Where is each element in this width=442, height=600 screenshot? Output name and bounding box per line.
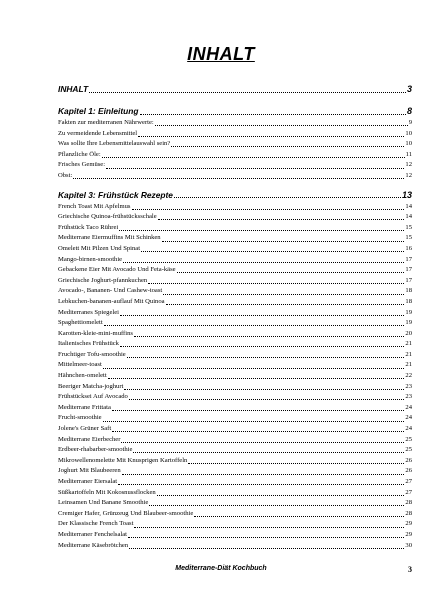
toc-entry[interactable] [58, 129, 412, 140]
dot-leader [132, 209, 405, 210]
toc-entry-label: Zu vermeidende Lebensmittel [58, 129, 138, 137]
dot-leader [73, 178, 404, 179]
dot-leader [166, 304, 405, 305]
toc-entry-label: Frucht-smoothie [58, 414, 102, 422]
toc-entry-page: 24 [405, 425, 412, 433]
dot-leader [120, 346, 404, 347]
table-of-contents [58, 82, 412, 551]
dot-leader [89, 92, 406, 93]
toc-entry[interactable] [58, 403, 412, 414]
toc-entry[interactable] [58, 318, 412, 329]
toc-entry-label: Mittelmeer-toast [58, 361, 102, 369]
toc-entry-page: 10 [405, 129, 412, 137]
dot-leader [194, 516, 404, 517]
toc-entry-label: Avocado-, Bananen- Und Cashew-toast [58, 287, 163, 295]
toc-entry-page: 21 [405, 340, 412, 348]
toc-entry[interactable] [58, 466, 412, 477]
toc-entry-label: Fakten zur mediterranen Nährwerte: [58, 119, 154, 126]
toc-entry-page: 29 [405, 530, 412, 538]
toc-entry-page: 12 [405, 161, 412, 169]
toc-entry-page: 27 [405, 488, 412, 496]
toc-entry-label: Beeriger Matcha-joghurt [58, 382, 124, 390]
toc-entry[interactable] [58, 456, 412, 467]
toc-entry-page: 25 [405, 435, 412, 443]
chapter-1-page: 8 [406, 106, 412, 116]
toc-entry[interactable] [58, 382, 412, 393]
toc-entry[interactable] [58, 445, 412, 456]
dot-leader [162, 241, 405, 242]
toc-entry-label: Mediterrane Eiermuffins Mit Schinken [58, 234, 161, 242]
dot-leader [104, 325, 405, 326]
toc-entry-label: Joghurt Mit Blaubeeren [58, 467, 121, 475]
toc-entry[interactable] [58, 150, 412, 161]
toc-entry[interactable] [58, 360, 412, 371]
chapter-3-entries [58, 202, 412, 552]
toc-entry-page: 17 [405, 255, 412, 263]
toc-entry-label: Süßkartoffeln Mit Kokosnussflocken [58, 488, 156, 496]
toc-entry-page: 10 [405, 140, 412, 148]
toc-entry-label: Griechische Joghurt-pfannkuchen [58, 276, 148, 284]
toc-entry[interactable] [58, 223, 412, 234]
dot-leader [163, 294, 404, 295]
dot-leader [124, 389, 404, 390]
toc-entry[interactable] [58, 509, 412, 520]
toc-entry[interactable] [58, 435, 412, 446]
toc-entry-page: 9 [408, 119, 412, 126]
dot-leader [138, 136, 404, 137]
toc-entry-page: 18 [405, 297, 412, 305]
dot-leader [102, 157, 405, 158]
toc-entry-label: French Toast Mit Apfelmus [58, 202, 131, 210]
toc-entry[interactable] [58, 202, 412, 213]
toc-entry[interactable] [58, 350, 412, 361]
toc-entry[interactable] [58, 212, 412, 223]
toc-entry-label: Frühstücksei Auf Avocado [58, 393, 128, 401]
dot-leader [122, 474, 405, 475]
toc-entry-page: 26 [405, 456, 412, 464]
toc-entry[interactable] [58, 541, 412, 552]
toc-entry-page: 20 [405, 329, 412, 337]
toc-entry[interactable] [58, 139, 412, 150]
toc-entry[interactable] [58, 233, 412, 244]
toc-entry-label: Griechische Quinoa-frühstücksschale [58, 213, 157, 221]
toc-entry-label: Mediterrane Frittata [58, 403, 111, 411]
toc-entry-page: 12 [405, 171, 412, 179]
toc-entry-label: Karotten-kleie-mini-muffins [58, 329, 133, 337]
toc-head-entry[interactable] [58, 82, 412, 97]
toc-entry-page: 24 [405, 414, 412, 422]
footer-book-title: Mediterrane-Diät Kochbuch [175, 565, 267, 572]
dot-leader [129, 548, 404, 549]
dot-leader [123, 262, 404, 263]
toc-entry[interactable] [58, 339, 412, 350]
chapter-1-label: Kapitel 1: Einleitung [58, 106, 139, 116]
toc-entry-page: 27 [405, 478, 412, 485]
toc-entry[interactable] [58, 498, 412, 509]
toc-entry-label: Mediterraner Fenchelsalat [58, 530, 128, 538]
toc-head-page: 3 [406, 84, 412, 94]
toc-entry[interactable] [58, 265, 412, 276]
dot-leader [106, 168, 404, 169]
dot-leader [133, 452, 404, 453]
toc-entry-label: Mango-birnen-smoothie [58, 255, 123, 263]
toc-entry-label: Mediterrane Eierbecher [58, 435, 121, 443]
toc-entry-label: Obst: [58, 171, 73, 179]
toc-entry[interactable] [58, 276, 412, 287]
toc-chapter-3-heading[interactable] [58, 188, 412, 202]
dot-leader [188, 463, 404, 464]
toc-entry[interactable] [58, 519, 412, 530]
toc-entry-label: Italienisches Frühstück [58, 340, 119, 348]
dot-leader [177, 272, 405, 273]
toc-entry-label: Der Klassische French Toast [58, 520, 134, 528]
toc-entry[interactable] [58, 286, 412, 297]
toc-entry-label: Frühstück Taco Rührei [58, 223, 119, 231]
toc-entry-label: Spaghettiomelett [58, 319, 103, 327]
toc-entry-page: 25 [405, 446, 412, 454]
page-footer [0, 565, 442, 577]
toc-entry-label: Mediterrane Käsebrötchen [58, 541, 129, 549]
dot-leader [119, 230, 404, 231]
toc-entry[interactable] [58, 160, 412, 171]
toc-entry-label: Mikrowellenomelette Mit Knusprigen Kartoffeln [58, 456, 188, 464]
toc-entry[interactable] [58, 424, 412, 435]
toc-entry[interactable] [58, 244, 412, 255]
dot-leader [158, 219, 405, 220]
dot-leader [103, 368, 405, 369]
dot-leader [171, 146, 404, 147]
dot-leader [108, 378, 405, 379]
dot-leader [121, 442, 404, 443]
toc-entry-page: 28 [405, 499, 412, 507]
toc-entry[interactable] [58, 488, 412, 499]
toc-entry[interactable] [58, 297, 412, 308]
chapter-3-page: 13 [401, 189, 412, 200]
dot-leader [148, 283, 404, 284]
toc-entry-label: Pflanzliche Öle: [58, 150, 101, 158]
toc-entry-label: Frisches Gemüse: [58, 161, 106, 169]
toc-entry-page: 15 [405, 223, 412, 231]
toc-entry[interactable] [58, 477, 412, 488]
toc-entry-label: Cremiger Hafer, Grünzeug Und Blaubeer-smoothie [58, 509, 194, 517]
dot-leader [128, 537, 404, 538]
toc-entry[interactable] [58, 392, 412, 403]
page-title: INHALT [187, 44, 255, 64]
toc-entry-page: 22 [405, 372, 412, 380]
toc-entry-page: 29 [405, 520, 412, 528]
chapter-1-entries [58, 118, 412, 182]
toc-chapter-1-heading[interactable] [58, 104, 412, 118]
toc-entry-label: Hähnchen-omelett [58, 372, 107, 380]
dot-leader [134, 336, 404, 337]
toc-entry-page: 14 [405, 202, 412, 210]
dot-leader [118, 484, 404, 485]
toc-entry[interactable] [58, 255, 412, 266]
toc-entry-page: 24 [405, 403, 412, 411]
toc-entry-label: Jolene's Grüner Saft [58, 425, 112, 433]
toc-entry[interactable] [58, 530, 412, 541]
toc-entry-page: 17 [405, 276, 412, 284]
toc-entry-page: 18 [405, 287, 412, 295]
toc-entry-page: 30 [405, 541, 412, 549]
toc-entry-page: 23 [405, 393, 412, 401]
toc-entry-page: 28 [405, 509, 412, 517]
toc-entry[interactable] [58, 329, 412, 340]
dot-leader [103, 421, 405, 422]
toc-entry[interactable] [58, 371, 412, 382]
toc-head-label: INHALT [58, 84, 89, 94]
toc-entry[interactable] [58, 308, 412, 319]
toc-entry-label: Omelett Mit Pilzen Und Spinat [58, 244, 141, 252]
toc-entry-page: 23 [405, 382, 412, 390]
toc-entry-page: 19 [405, 308, 412, 316]
dot-leader [129, 399, 405, 400]
toc-entry[interactable] [58, 118, 412, 129]
dot-leader [174, 197, 401, 198]
dot-leader [112, 410, 404, 411]
toc-entry[interactable] [58, 413, 412, 424]
toc-entry-label: Lebkuchen-bananen-auflauf Mit Quinoa [58, 297, 165, 305]
toc-entry-page: 26 [405, 467, 412, 475]
dot-leader [157, 495, 405, 496]
dot-leader [112, 431, 404, 432]
toc-entry-page: 15 [405, 234, 412, 242]
toc-entry-page: 21 [405, 350, 412, 358]
toc-entry-page: 21 [405, 361, 412, 369]
dot-leader [140, 114, 406, 115]
dot-leader [155, 125, 408, 126]
toc-entry-label: Leinsamen Und Banane Smoothie [58, 499, 149, 507]
dot-leader [141, 251, 404, 252]
toc-entry-page: 14 [405, 213, 412, 221]
toc-entry-label: Mediterraner Eiersalat [58, 478, 118, 485]
dot-leader [149, 505, 404, 506]
footer-page-number: 3 [408, 565, 412, 574]
toc-entry-label: Was sollte Ihre Lebensmittelauswahl sein? [58, 140, 171, 148]
toc-entry-page: 16 [405, 244, 412, 252]
toc-entry-label: Fruchtiger Tofu-smoothie [58, 350, 126, 358]
toc-entry-page: 17 [405, 266, 412, 274]
toc-entry-label: Gebackene Eier Mit Avocado Und Feta-käse [58, 266, 176, 274]
toc-entry-label: Erdbeer-rhabarber-smoothie [58, 446, 133, 454]
toc-entry-page: 19 [405, 319, 412, 327]
toc-entry-label: Mediterranes Spiegelei [58, 308, 119, 316]
chapter-3-label: Kapitel 3: Frühstück Rezepte [58, 189, 173, 200]
dot-leader [120, 315, 404, 316]
toc-entry-page: 11 [405, 150, 412, 158]
dot-leader [127, 357, 405, 358]
toc-entry[interactable] [58, 171, 412, 182]
dot-leader [134, 527, 404, 528]
